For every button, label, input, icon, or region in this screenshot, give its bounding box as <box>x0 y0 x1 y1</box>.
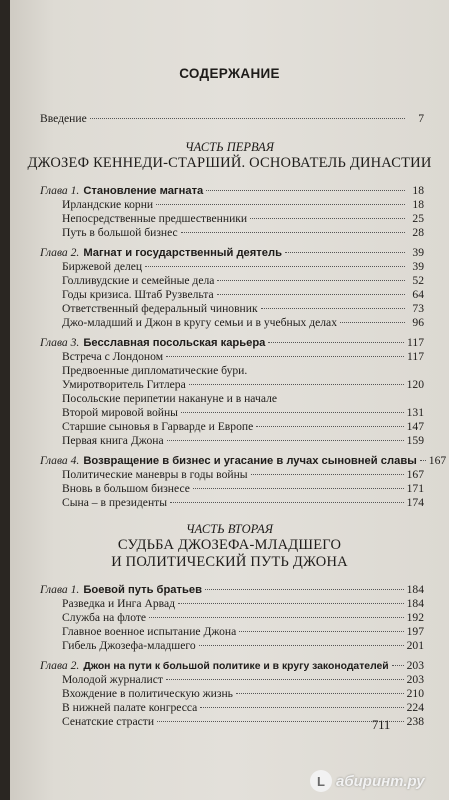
chapter-number: Глава 4. <box>40 454 80 467</box>
toc-label: Старшие сыновья в Гарварде и Европе <box>62 420 254 433</box>
dot-leader <box>217 294 405 295</box>
toc-label <box>40 454 417 468</box>
toc-page: 197 <box>406 625 424 638</box>
toc-page: 184 <box>406 597 424 610</box>
watermark <box>310 770 425 792</box>
dot-leader <box>205 589 404 590</box>
toc-label: Вновь в большом бизнесе <box>62 482 190 495</box>
toc-chapter <box>40 659 424 673</box>
dot-leader <box>200 707 403 708</box>
dot-leader <box>90 118 405 119</box>
toc-page: 25 <box>412 212 424 225</box>
dot-leader <box>268 342 404 343</box>
toc-page: 167 <box>406 468 424 481</box>
part-label: ЧАСТЬ ПЕРВАЯ <box>184 140 275 154</box>
toc-item <box>40 288 424 301</box>
toc-label: Разведка и Инга Арвад <box>62 597 175 610</box>
toc-item <box>40 260 424 273</box>
toc-intro <box>40 112 424 125</box>
chapter-number: Глава 3. <box>40 336 80 349</box>
chapter-number: Глава 1. <box>40 583 80 596</box>
dot-leader <box>181 232 405 233</box>
toc-label: Предвоенные дипломатические бури. <box>62 364 248 377</box>
toc-item <box>40 715 424 728</box>
toc-item <box>40 639 424 652</box>
dot-leader <box>167 440 404 441</box>
toc-page: 174 <box>406 496 424 509</box>
toc-item <box>40 392 424 405</box>
chapter-title: Джон на пути к большой политике и в кругу законодателей <box>83 661 389 672</box>
toc-item <box>40 212 424 225</box>
toc-page: 96 <box>412 316 424 329</box>
toc-label: Политические маневры в годы войны <box>62 468 248 481</box>
toc-page: 39 <box>412 260 424 273</box>
toc-label: Введение <box>40 112 87 125</box>
toc-label: Непосредственные предшественники <box>62 212 248 225</box>
dot-leader <box>392 665 404 666</box>
toc-page: 201 <box>406 639 424 652</box>
toc-label: Биржевой делец <box>62 260 143 273</box>
toc-page: 171 <box>406 482 424 495</box>
dot-leader <box>157 721 404 722</box>
toc-item <box>40 597 424 610</box>
dot-leader <box>166 679 404 680</box>
dot-leader <box>170 502 404 503</box>
toc-chapter <box>40 184 424 198</box>
toc-page: 224 <box>406 701 424 714</box>
toc-page: 210 <box>406 687 424 700</box>
toc-label: Служба на флоте <box>62 611 147 624</box>
toc-chapter <box>40 583 424 597</box>
toc-label: Умиротворитель Гитлера <box>62 378 186 391</box>
toc-page: 147 <box>406 420 424 433</box>
toc-label: Голливудские и семейные дела <box>62 274 215 287</box>
dot-leader <box>178 603 404 604</box>
toc-label: В нижней палате конгресса <box>62 701 198 714</box>
toc-label: Джо-младший и Джон в кругу семьи и в учебных делах <box>62 316 337 329</box>
toc-label: Молодой журналист <box>62 673 163 686</box>
toc-chapter <box>40 246 424 260</box>
dot-leader <box>193 488 404 489</box>
dot-leader <box>149 617 404 618</box>
toc-chapter <box>40 454 447 468</box>
toc-label: Первая книга Джона <box>62 434 164 447</box>
dot-leader <box>156 204 405 205</box>
toc-item <box>40 406 424 419</box>
toc-item <box>40 468 424 481</box>
toc-label <box>40 336 265 350</box>
dot-leader <box>199 645 404 646</box>
toc-page: 184 <box>406 583 424 596</box>
toc-page: 120 <box>406 378 424 391</box>
toc-page: 238 <box>406 715 424 728</box>
dot-leader <box>261 308 405 309</box>
toc-label: Главное военное испытание Джона <box>62 625 237 638</box>
dot-leader <box>239 631 403 632</box>
toc-item <box>40 302 424 315</box>
dot-leader <box>250 218 405 219</box>
toc-label: Ирландские корни <box>62 198 154 211</box>
toc-label: Встреча с Лондоном <box>62 350 164 363</box>
toc-label <box>40 246 282 260</box>
toc-item <box>40 378 424 391</box>
toc-label: Путь в большой бизнес <box>62 226 178 239</box>
toc-item <box>40 673 424 686</box>
part-label: ЧАСТЬ ВТОРАЯ <box>185 522 273 536</box>
toc-label <box>40 659 389 673</box>
chapter-title: Магнат и государственный деятель <box>83 247 282 259</box>
dot-leader <box>206 190 405 191</box>
toc-page: 28 <box>412 226 424 239</box>
dot-leader <box>420 460 426 461</box>
toc-page: 18 <box>412 198 424 211</box>
toc-label: Второй мировой войны <box>62 406 178 419</box>
toc-page: 18 <box>412 184 424 197</box>
dot-leader <box>251 474 404 475</box>
book-page <box>10 0 449 800</box>
toc-label: Ответственный федеральный чиновник <box>62 302 258 315</box>
toc-page: 64 <box>412 288 424 301</box>
toc-item <box>40 198 424 211</box>
toc-item <box>40 420 424 433</box>
toc-page: 39 <box>412 246 424 259</box>
part-title-line1: СУДЬБА ДЖОЗЕФА-МЛАДШЕГО <box>117 537 342 553</box>
toc-item <box>40 701 424 714</box>
toc-page: 7 <box>418 112 424 125</box>
dot-leader <box>181 412 404 413</box>
toc-item <box>40 226 424 239</box>
toc-page: 167 <box>428 454 447 467</box>
toc-item <box>40 611 424 624</box>
toc-label: Годы кризиса. Штаб Рузвельта <box>62 288 214 301</box>
dot-leader <box>166 356 404 357</box>
dot-leader <box>256 426 403 427</box>
page-number: 711 <box>372 718 391 732</box>
toc-label <box>40 184 203 198</box>
toc-page: 117 <box>407 350 424 363</box>
toc-page: 52 <box>412 274 424 287</box>
toc-item <box>40 496 424 509</box>
toc-chapter <box>40 336 424 350</box>
part-title: ДЖОЗЕФ КЕННЕДИ-СТАРШИЙ. ОСНОВАТЕЛЬ ДИНАСТИИ <box>27 155 432 171</box>
toc-item <box>40 350 424 363</box>
dot-leader <box>236 693 404 694</box>
toc-item <box>40 482 424 495</box>
chapter-number: Глава 2. <box>40 246 80 259</box>
toc-page: 159 <box>406 434 424 447</box>
toc-page: 131 <box>406 406 424 419</box>
toc-item <box>40 625 424 638</box>
chapter-title: Становление магната <box>83 185 204 197</box>
toc-page: 117 <box>407 336 424 349</box>
toc-item <box>40 274 424 287</box>
dot-leader <box>285 252 405 253</box>
dot-leader <box>340 322 405 323</box>
chapter-title: Боевой путь братьев <box>83 584 202 596</box>
page-title: СОДЕРЖАНИЕ <box>179 66 280 81</box>
chapter-title: Возвращение в бизнес и угасание в лучах сыновней славы <box>83 455 417 467</box>
toc-label: Гибель Джозефа-младшего <box>62 639 196 652</box>
labirint-logo-icon: L <box>310 770 332 792</box>
toc-page: 73 <box>412 302 424 315</box>
chapter-number: Глава 2. <box>40 659 80 672</box>
chapter-number: Глава 1. <box>40 184 80 197</box>
toc-item <box>40 316 424 329</box>
toc-page: 203 <box>406 673 424 686</box>
dot-leader <box>189 384 404 385</box>
toc-item <box>40 434 424 447</box>
part-title-line2: И ПОЛИТИЧЕСКИЙ ПУТЬ ДЖОНА <box>111 554 348 570</box>
toc-page: 203 <box>406 659 424 672</box>
toc-page: 192 <box>406 611 424 624</box>
toc-label: Посольские перипетии накануне и в начале <box>62 392 277 405</box>
toc-label: Сенатские страсти <box>62 715 155 728</box>
toc-item <box>40 687 424 700</box>
toc-label: Вхождение в политическую жизнь <box>62 687 233 700</box>
chapter-title: Бесславная посольская карьера <box>83 337 266 349</box>
watermark-text: абиринт.ру <box>336 772 425 790</box>
dot-leader <box>145 266 405 267</box>
dot-leader <box>217 280 405 281</box>
toc-label <box>40 583 202 597</box>
toc-label: Сына – в президенты <box>62 496 168 509</box>
toc-item <box>40 364 424 377</box>
